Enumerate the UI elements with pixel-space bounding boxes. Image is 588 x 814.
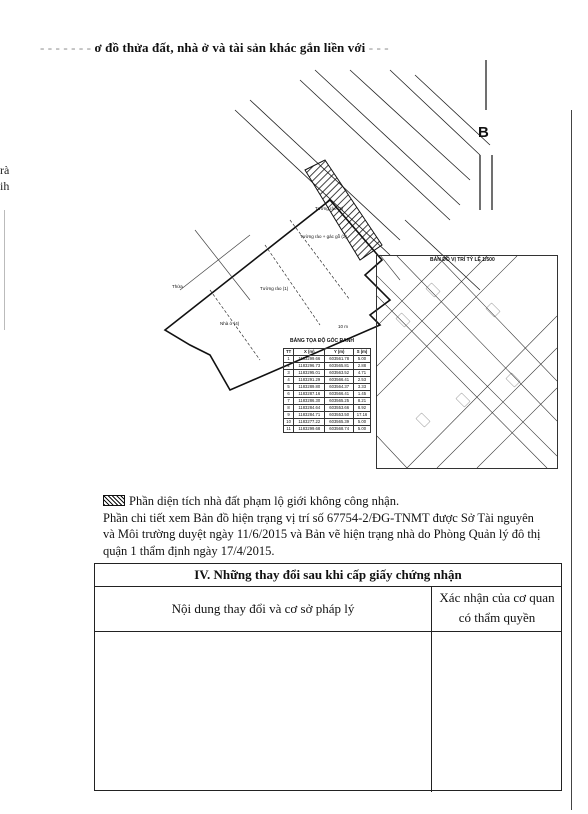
table-row — [284, 405, 371, 412]
column-header-line: Xác nhận của cơ quan — [439, 590, 555, 605]
table-cell: 3 — [284, 370, 294, 377]
table-cell: 1.45 — [354, 391, 371, 398]
header-divider — [95, 631, 561, 632]
table-cell: 1183287.16 — [294, 391, 325, 398]
header-faint-suffix: - - - — [368, 40, 389, 55]
block-label: Nhà ở (4) — [220, 321, 240, 326]
table-cell: 1 — [284, 356, 294, 363]
table-row — [284, 370, 371, 377]
table-row — [284, 398, 371, 405]
table-cell: 2 — [284, 363, 294, 370]
table-cell: 4.71 — [354, 370, 371, 377]
table-cell: 5.00 — [354, 356, 371, 363]
table-cell: 1183289.80 — [294, 384, 325, 391]
column-header: Y (m) — [325, 349, 354, 356]
table-cell: 603566.41 — [325, 391, 354, 398]
page-edge-line — [571, 110, 572, 810]
header-title-text: ơ đồ thửa đất, nhà ở và tài sản khác gắn liền với — [94, 40, 366, 55]
table-row — [284, 384, 371, 391]
hatch-legend-icon — [103, 495, 125, 506]
table-cell: 5 — [284, 384, 294, 391]
table-cell: 603568.74 — [325, 426, 354, 433]
table-cell: 1183284.71 — [294, 412, 325, 419]
table-cell: 5.00 — [354, 426, 371, 433]
table-cell: 3.33 — [354, 384, 371, 391]
table-row — [284, 412, 371, 419]
column-divider — [431, 586, 432, 792]
header-faint-prefix: - - - - - - - — [40, 40, 95, 55]
table-cell: 1183284.64 — [294, 405, 325, 412]
coord-table-title: BẢNG TỌA ĐỘ GÓC RANH — [290, 338, 354, 344]
table-cell: 603566.41 — [325, 377, 354, 384]
table-cell: 11 — [284, 426, 294, 433]
vicinity-map-title: BẢN ĐỒ VỊ TRÍ TỶ LỆ 1/500 — [430, 257, 495, 263]
table-row — [284, 356, 371, 363]
changes-table — [94, 563, 562, 791]
table-cell: 2.53 — [354, 377, 371, 384]
table-cell: 603565.81 — [325, 363, 354, 370]
table-cell: 5.00 — [354, 419, 371, 426]
margin-letter: rà — [0, 163, 10, 177]
table-cell: 1183295.01 — [294, 370, 325, 377]
column-header: TT — [284, 349, 294, 356]
block-label: Tường rào (3) — [315, 206, 344, 211]
table-cell: 1183299.66 — [294, 356, 325, 363]
table-cell: 6 — [284, 391, 294, 398]
column-header-content: Nội dung thay đổi và cơ sở pháp lý — [171, 601, 355, 616]
page-edge-line — [4, 210, 5, 330]
vicinity-map — [376, 255, 558, 469]
table-cell: 17.16 — [354, 412, 371, 419]
table-row — [284, 419, 371, 426]
table-cell: 2.88 — [354, 363, 371, 370]
block-label: Tường rào (1) — [260, 286, 289, 291]
table-cell: 7 — [284, 398, 294, 405]
legend-text: Phần diện tích nhà đất phạm lộ giới không công nhận. — [129, 494, 400, 508]
table-cell: 1183277.22 — [294, 419, 325, 426]
block-label: Tường rào + gác gỗ (2) — [300, 234, 347, 239]
table-cell: 10 — [284, 419, 294, 426]
section-title — [40, 40, 560, 56]
table-cell: 1183286.30 — [294, 398, 325, 405]
table-cell: 8.21 — [354, 398, 371, 405]
note-line: và Môi trường duyệt ngày 11/6/2015 và Bản vẽ hiện trạng nhà do Phòng Quản lý đô thị — [103, 527, 541, 541]
table-row — [284, 363, 371, 370]
table-cell: 603564.37 — [325, 384, 354, 391]
table-cell: 1183296.73 — [294, 363, 325, 370]
table-cell: 1183299.68 — [294, 426, 325, 433]
legend-line — [103, 493, 573, 510]
column-header: X (m) — [294, 349, 325, 356]
parcel-label: Thửa — [172, 284, 183, 289]
margin-letters — [0, 162, 9, 194]
table-cell: 603553.66 — [325, 405, 354, 412]
table-cell: 1183291.29 — [294, 377, 325, 384]
scale-label: 10 m — [338, 324, 349, 329]
notes-block — [103, 493, 573, 559]
changes-table-title: IV. Những thay đổi sau khi cấp giấy chứng nhận — [95, 564, 561, 587]
margin-letter: ih — [0, 179, 10, 193]
table-cell: 4 — [284, 377, 294, 384]
note-line: quận 1 thẩm định ngày 17/4/2015. — [103, 543, 275, 558]
coordinate-table — [283, 348, 371, 433]
table-cell: 603561.78 — [325, 356, 354, 363]
table-cell: 603563.52 — [325, 370, 354, 377]
compass-letter: B — [478, 124, 489, 141]
table-row — [284, 391, 371, 398]
column-header-confirmation — [432, 588, 562, 628]
note-line: Phần chi tiết xem Bản đồ hiện trạng vị trí số 67754-2/ĐG-TNMT được Sở Tài nguyên — [103, 510, 534, 525]
table-cell: 9 — [284, 412, 294, 419]
table-row — [284, 426, 371, 433]
column-header: S (m) — [354, 349, 371, 356]
table-cell: 603565.39 — [325, 419, 354, 426]
table-cell: 8.92 — [354, 405, 371, 412]
table-cell: 603565.25 — [325, 398, 354, 405]
table-cell: 603553.50 — [325, 412, 354, 419]
column-header-line: có thẩm quyền — [458, 610, 536, 625]
table-cell: 8 — [284, 405, 294, 412]
table-row — [284, 377, 371, 384]
